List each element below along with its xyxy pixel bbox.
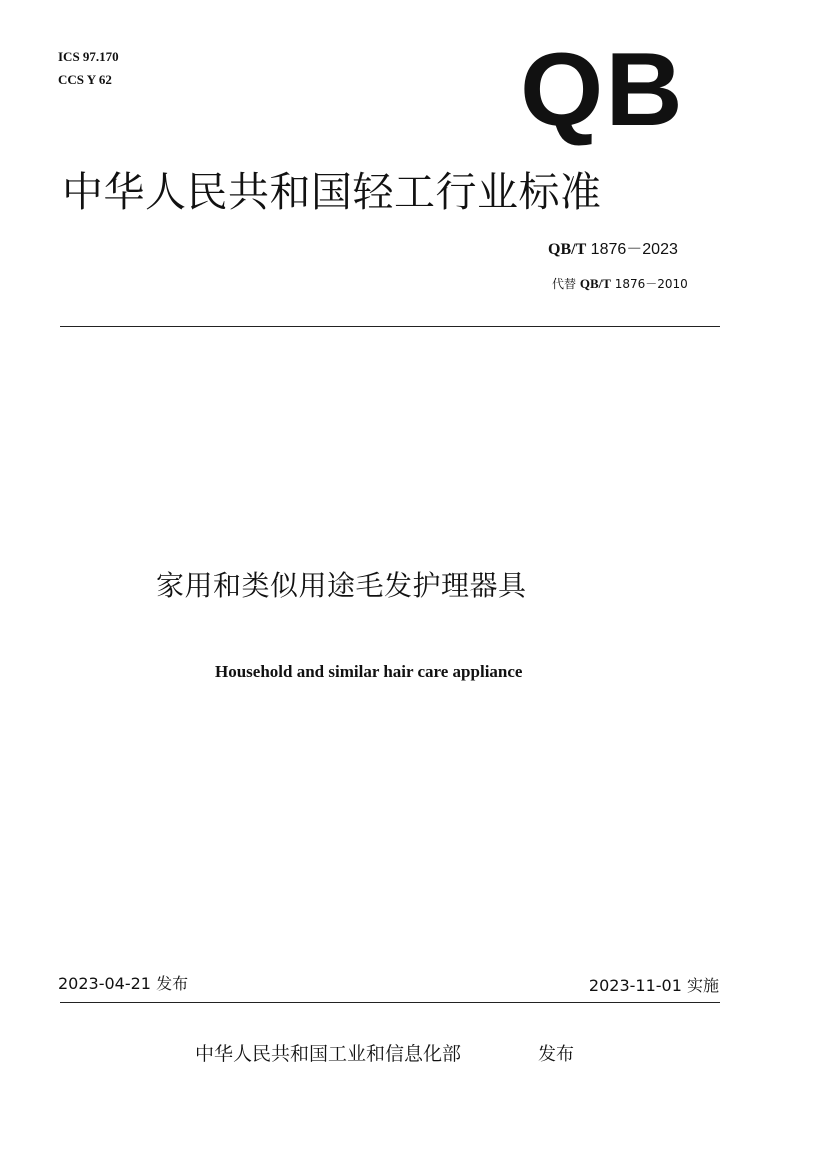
qb-logo: QB [520, 32, 685, 148]
bottom-divider [60, 1002, 720, 1003]
standard-category-heading: 中华人民共和国轻工行业标准 [62, 168, 602, 216]
standard-number-prefix: QB/T [548, 241, 587, 258]
implementation-date: 2023-11-01 实施 [588, 976, 719, 995]
issuing-authority: 中华人民共和国工业和信息化部 [195, 1043, 462, 1065]
standard-number-value: 1876－2023 [586, 241, 678, 258]
standard-number [548, 239, 678, 261]
replaces-standard [552, 275, 688, 293]
ics-code: ICS 97.170 [58, 49, 119, 64]
top-divider [60, 326, 720, 327]
document-title-english: Household and similar hair care appliance [215, 662, 523, 681]
replaces-prefix: QB/T [579, 276, 611, 291]
issue-date: 2023-04-21 发布 [58, 974, 189, 993]
document-title-chinese: 家用和类似用途毛发护理器具 [156, 569, 527, 602]
ccs-code: CCS Y 62 [58, 72, 112, 87]
replaces-label: 代替 [552, 277, 580, 291]
replaces-value: 1876－2010 [610, 277, 688, 291]
issuing-action: 发布 [538, 1044, 574, 1065]
